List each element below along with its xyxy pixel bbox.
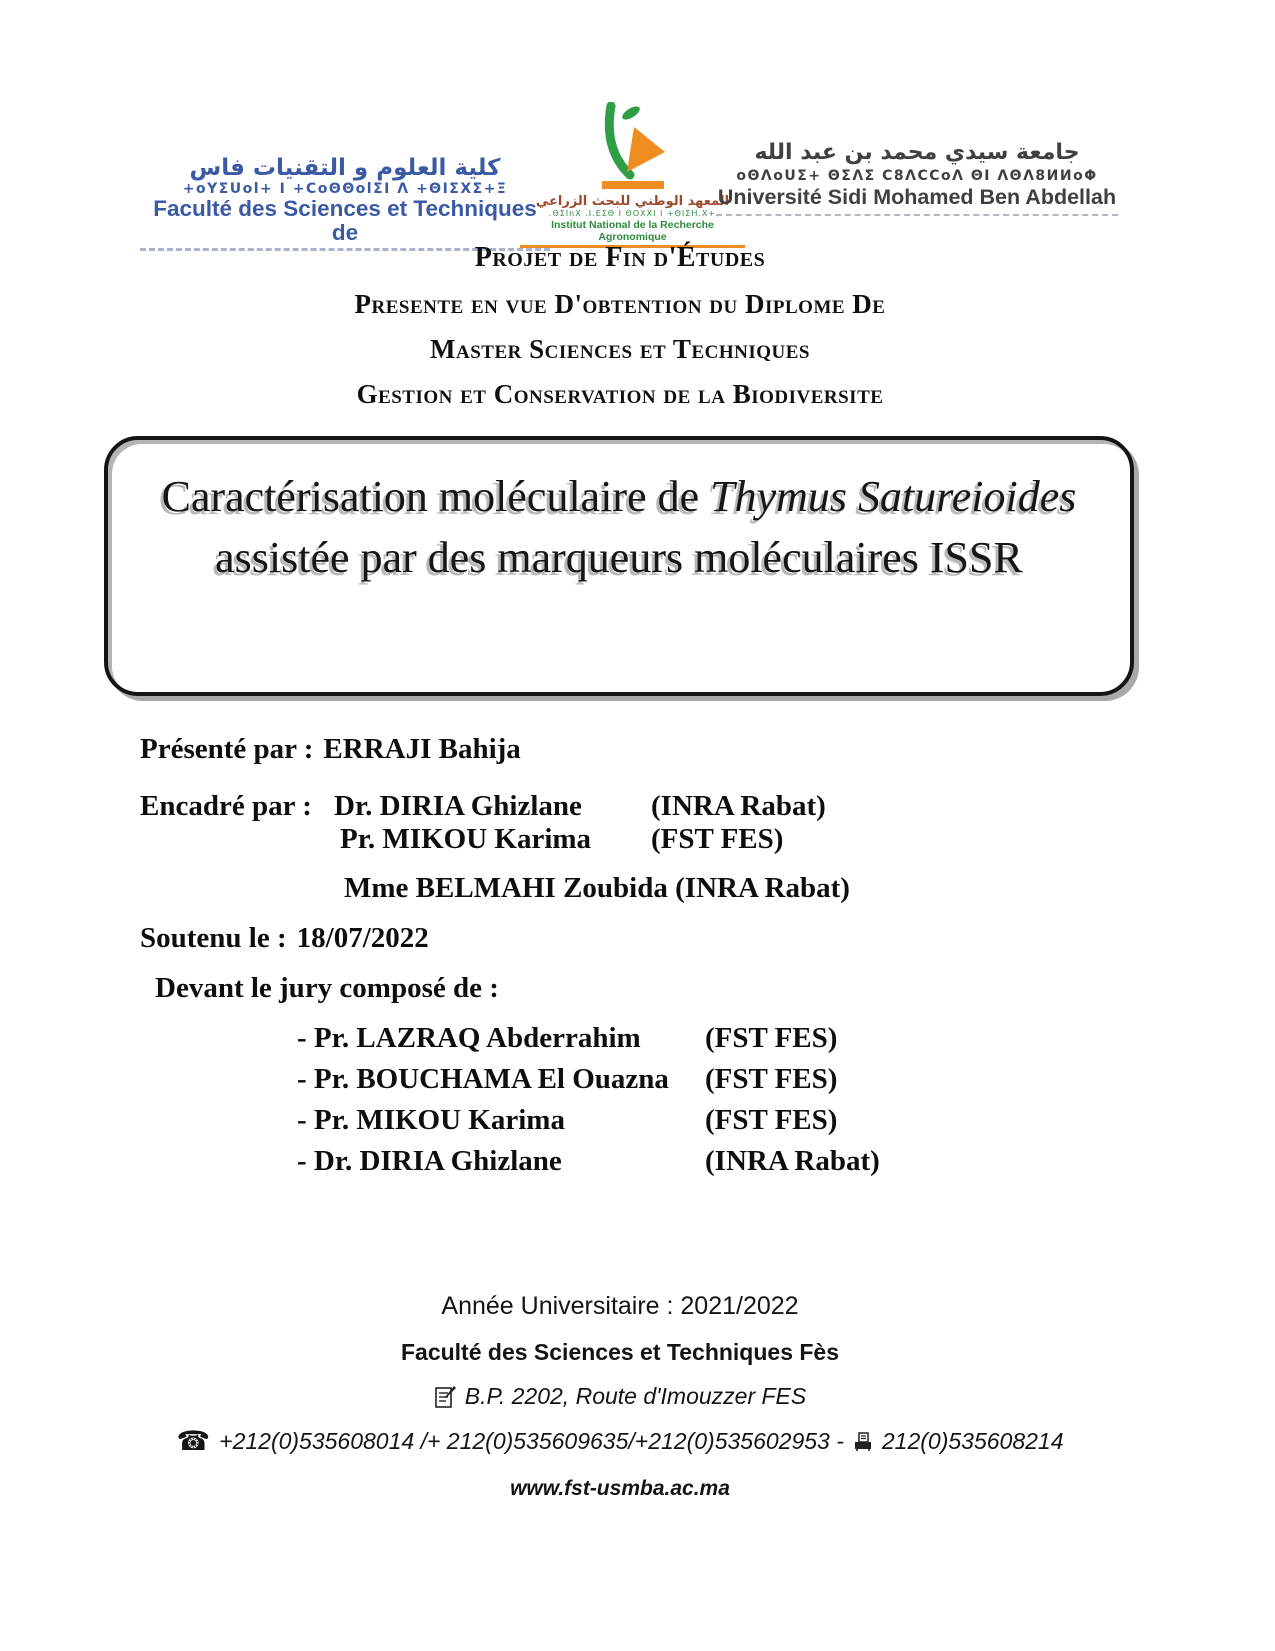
usmba-tifinagh-name: oΘΛoUΣ+ ΘΣΛΣ C8ΛCCoΛ ΘΙ ΛΘΛ8ИИoΦ xyxy=(736,168,1098,184)
phone-numbers-text: +212(0)535608014 /+ 212(0)535609635/+212(0)535602953 - xyxy=(219,1428,844,1454)
supervisor-name: Dr. DIRIA Ghizlane xyxy=(334,790,582,822)
thesis-title-species: Thymus Satureioides xyxy=(710,472,1077,521)
inra-tifinagh-name: .ΘΣΙnΧ .Ι.ΕΣΘ Ι ΘΟΧΧΙ Ι +ΘΙΣΗ.Χ+ xyxy=(548,209,717,218)
usmba-latin-name: Université Sidi Mohamed Ben Abdellah xyxy=(717,185,1117,209)
heading-specialite: Gestion et Conservation de la Biodiversite xyxy=(356,379,884,409)
thesis-title-box xyxy=(104,436,1134,696)
address-text: B.P. 2202, Route d'Imouzzer FES xyxy=(464,1383,807,1409)
academic-year-text: Année Universitaire : 2021/2022 xyxy=(441,1292,799,1320)
thesis-title xyxy=(144,466,1094,588)
defense-date-value: 18/07/2022 xyxy=(296,922,429,954)
heading-obtention-diplome: Presente en vue D'obtention du Diplome De xyxy=(354,289,886,319)
fst-institution-block xyxy=(140,155,550,251)
heading-master: Master Sciences et Techniques xyxy=(430,334,810,364)
fst-tifinagh-name: +oYΣUol+ I +CoΘΘolΣI Λ +ΘΙΣΧΣ+Ξ xyxy=(182,181,508,197)
presented-by-label: Présenté par : xyxy=(140,733,314,765)
inra-plant-logo-icon xyxy=(572,102,694,194)
jury-member-name: - Pr. LAZRAQ Abderrahim xyxy=(297,1022,641,1054)
usmba-dashed-separator xyxy=(716,214,1118,216)
presented-by-name: ERRAJI Bahija xyxy=(323,733,521,765)
defense-date-line xyxy=(140,922,429,955)
supervised-by-label: Encadré par : xyxy=(140,790,312,822)
website-line xyxy=(0,1477,1240,1501)
jury-heading: Devant le jury composé de : xyxy=(155,972,499,1004)
fst-arabic-name: كلية العلوم و التقنيات فاس xyxy=(189,155,501,181)
inra-arabic-name: المعهد الوطني للبحث الزراعي xyxy=(535,194,730,209)
thesis-title-prefix: Caractérisation moléculaire de xyxy=(161,472,711,521)
fst-latin-name: Faculté des Sciences et Techniques de xyxy=(153,196,537,245)
supervisor-affiliation: (INRA Rabat) xyxy=(651,790,826,822)
address-line xyxy=(0,1383,1240,1410)
inra-institute-block xyxy=(520,102,745,248)
presented-by-line xyxy=(140,733,521,766)
thesis-title-suffix: assistée par des marqueurs moléculaires ISSR xyxy=(215,533,1023,582)
jury-member-affiliation: (FST FES) xyxy=(705,1063,838,1095)
co-supervisor-line: Mme BELMAHI Zoubida (INRA Rabat) xyxy=(344,872,850,904)
academic-year-line xyxy=(0,1292,1240,1321)
jury-member-name: - Pr. MIKOU Karima xyxy=(297,1104,565,1136)
phone-icon: ☎ xyxy=(176,1426,211,1457)
jury-member-affiliation: (FST FES) xyxy=(705,1104,838,1136)
faculty-name-line xyxy=(0,1339,1240,1366)
supervisor-affiliation: (FST FES) xyxy=(651,823,784,855)
website-text: www.fst-usmba.ac.ma xyxy=(510,1477,730,1500)
defense-date-label: Soutenu le : xyxy=(140,922,287,954)
inra-latin-name: Institut National de la Recherche Agronomique xyxy=(520,219,745,248)
memo-icon xyxy=(434,1385,456,1409)
jury-member-affiliation: (INRA Rabat) xyxy=(705,1145,880,1177)
phone-fax-line xyxy=(0,1428,1240,1455)
fax-number-text: 212(0)535608214 xyxy=(881,1428,1064,1454)
jury-member-affiliation: (FST FES) xyxy=(705,1022,838,1054)
jury-member-name: - Dr. DIRIA Ghizlane xyxy=(297,1145,562,1177)
heading-projet-fin-etudes: Projet de Fin d'Études xyxy=(474,242,766,273)
supervisor-name: Pr. MIKOU Karima xyxy=(340,823,592,855)
usmba-arabic-name: جامعة سيدي محمد بن عبد الله xyxy=(754,140,1080,165)
jury-member-name: - Pr. BOUCHAMA El Ouazna xyxy=(297,1063,669,1095)
usmba-university-block xyxy=(716,138,1118,216)
fax-icon xyxy=(853,1432,873,1452)
faculty-name-text: Faculté des Sciences et Techniques Fès xyxy=(400,1339,840,1365)
